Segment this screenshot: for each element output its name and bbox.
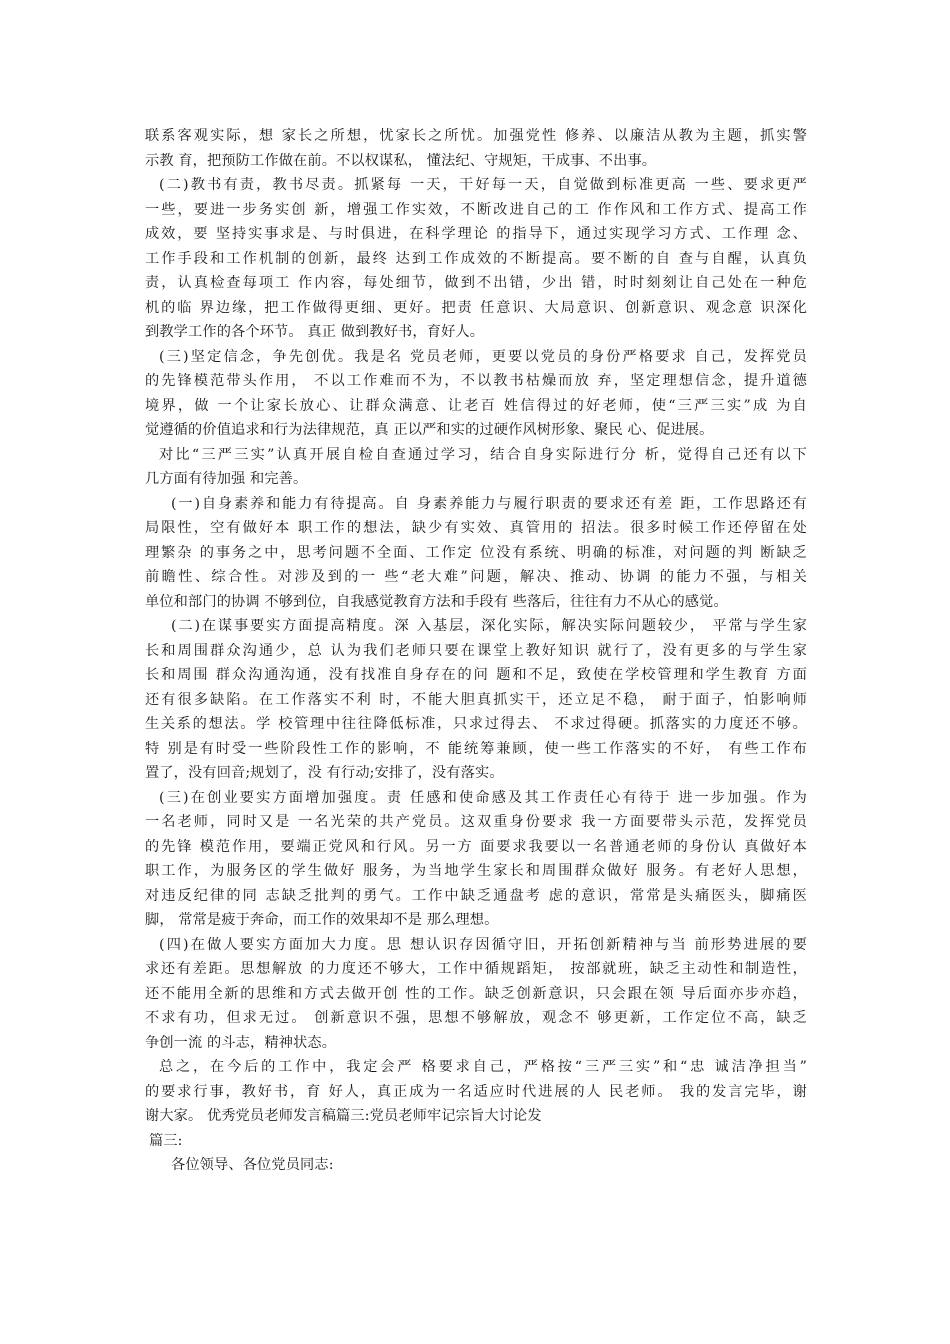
paragraph-continuation xyxy=(145,810,807,933)
paragraph xyxy=(145,124,807,173)
text-line: 一名老师，同时又是 一名光荣的共产党员。这双重身份要求 我一方面要带头示范，发挥党员 xyxy=(145,814,807,830)
text-line: 局限性，空有做好本 职工作的想法，缺少有实效、真管用的 招法。很多时候工作还停留在处 xyxy=(145,520,807,536)
paragraph xyxy=(145,1129,807,1154)
text-line: (二)教书有责，教书尽责。抓紧每 一天，干好每一天，自觉做到标准更高 一些、要求更严 xyxy=(159,177,807,193)
text-line: 境界，做 一个让家长放心、让群众满意、让老百 姓信得过的好老师，使“三严三实”成 为自 xyxy=(145,397,807,414)
text-line: 联系客观实际，想 家长之所想，忧家长之所忧。加强党性 修养、以廉洁从教为主题，抓实警 xyxy=(145,128,807,144)
text-line: (三)在创业要实方面增加强度。责 任感和使命感及其工作责任心有待于 进一步加强。作为 xyxy=(159,789,807,806)
text-line: (二)在谋事要实方面提高精度。深 入基层，深化实际，解决实际问题较少， 平常与学生家 xyxy=(171,618,807,634)
text-line: 理繁杂 的事务之中，思考问题不全面、工作定 位没有系统、明确的标准，对问题的判 断缺乏 xyxy=(145,544,807,561)
paragraph xyxy=(145,173,807,198)
text-line: 觉遵循的价值追求和行为法律规范，真 正以严和实的过硬作风树形象、聚民 心、促进展。 xyxy=(145,422,714,438)
text-line: 责，认真检查每项工 作内容，每处细节，做到不出错，少出 错，时时刻刻让自己处在一种危 xyxy=(145,275,807,291)
paragraph-continuation xyxy=(145,467,807,492)
document-page xyxy=(145,124,807,1178)
text-line: 还有很多缺陷。在工作落实不利 时，不能大胆真抓实干，还立足不稳， 耐于面子，怕影响师 xyxy=(145,691,807,708)
paragraph xyxy=(145,1153,807,1178)
paragraph xyxy=(145,786,807,811)
paragraph xyxy=(145,614,807,639)
salutation: 各位领导、各位党员同志: xyxy=(171,1157,334,1173)
text-line: 一些，要进一步务实创 新，增强工作实效，不断改进自己的工 作作风和工作方式、提高工作 xyxy=(145,201,807,218)
text-line: 生关系的想法。学 校管理中往往降低标准，只求过得去、 不求过得硬。抓落实的力度还不够。 xyxy=(145,716,807,732)
text-line: 的先锋 模范作用，要端正党风和行风。另一方 面要求我要以一名普通老师的身份认 真做好本 xyxy=(145,838,807,855)
text-line: 工作手段和工作机制的创新，最终 达到工作成效的不断提高。要不断的自 查与自醒，认真负 xyxy=(145,250,807,267)
text-line: 置了，没有回音;规划了，没 有行动;安排了，没有落实。 xyxy=(145,765,504,781)
paragraph-continuation xyxy=(145,957,807,1055)
text-line: 不求有功，但求无过。 创新意识不强，思想不够解放，观念不 够更新，工作定位不高，缺乏 xyxy=(145,1010,807,1026)
text-line: 长和周围群众沟通少，总 认为我们老师只要在课堂上教好知识 就行了，没有更多的与学生家 xyxy=(145,642,807,659)
text-line: 脚， 常常是疲于奔命，而工作的效果却不是 那么理想。 xyxy=(145,912,499,928)
text-line: 几方面有待加强 和完善。 xyxy=(145,471,308,487)
text-line: 前瞻性、综合性。对涉及到的一 些“老大难”问题，解决、推动、协调 的能力不强，与相关 xyxy=(145,569,807,585)
paragraph xyxy=(145,933,807,958)
text-line: 成效，要 坚持实事求是、与时俱进，在科学理论 的指导下，通过实现学习方式、工作理 念、 xyxy=(145,226,807,242)
text-line: 特 别是有时受一些阶段性工作的影响，不 能统筹兼顾，使一些工作落实的不好， 有些工作布 xyxy=(145,740,807,757)
text-line: 单位和部门的协调 不够到位，自我感觉教育方法和手段有 些落后，往往有力不从心的感觉。 xyxy=(145,593,728,610)
text-line: (一)自身素养和能力有待提高。自 身素养能力与履行职责的要求还有差 距，工作思路还有 xyxy=(171,495,807,512)
paragraph-continuation xyxy=(145,198,807,345)
text-line: 对违反纪律的同 志缺乏批判的勇气。工作中缺乏通盘考 虑的意识，常常是头痛医头，脚痛医 xyxy=(145,887,807,904)
text-line: 机的临 界边缘，把工作做得更细、更好。把责 任意识、大局意识、创新意识、观念意 识深化 xyxy=(145,299,807,316)
text-line: 总之，在今后的工作中，我定会严 格要求自己，严格按“三严三实”和“忠 诚洁净担当” xyxy=(159,1059,807,1075)
paragraph-continuation xyxy=(145,369,807,443)
text-line: 长和周围 群众沟通沟通，没有找准自身存在的问 题和不足，致使在学校管理和学生教育 方面 xyxy=(145,667,807,683)
paragraph-continuation xyxy=(145,516,807,614)
paragraph-continuation xyxy=(145,1080,807,1129)
text-line: 的先锋模范带头作用， 不以工作难而不为，不以教书枯燥而放 弃，坚定理想信念，提升道德 xyxy=(145,373,807,389)
section-heading: 篇三: xyxy=(149,1132,183,1149)
paragraph xyxy=(145,492,807,517)
paragraph xyxy=(145,345,807,370)
paragraph xyxy=(145,443,807,468)
text-line: 到教学工作的各个环节。 真正 做到教好书，育好人。 xyxy=(145,324,485,340)
text-line: (四)在做人要实方面加大力度。思 想认识存因循守旧，开拓创新精神与当 前形势进展的要 xyxy=(159,936,807,953)
text-line: 还不能用全新的思维和方式去做开创 性的工作。缺乏创新意识，只会跟在领 导后面亦步亦趋， xyxy=(145,985,807,1002)
paragraph xyxy=(145,1055,807,1080)
text-line: 示教 育，把预防工作做在前。不以权谋私， 懂法纪、守规矩，干成事、不出事。 xyxy=(145,152,657,169)
text-line: 对比“三严三实”认真开展自检自查通过学习，结合自身实际进行分 析，觉得自己还有以下 xyxy=(159,446,807,463)
text-line: 谢大家。 优秀党员老师发言稿篇三:党员老师牢记宗旨大讨论发 xyxy=(145,1108,542,1124)
text-line: (三)坚定信念，争先创优。我是名 党员老师，更要以党员的身份严格要求 自己，发挥党员 xyxy=(159,348,807,365)
paragraph-continuation xyxy=(145,639,807,786)
text-line: 争创一流 的斗志，精神状态。 xyxy=(145,1034,337,1051)
text-line: 求还有差距。思想解放 的力度还不够大，工作中循规蹈矩， 按部就班，缺乏主动性和制造性， xyxy=(145,961,807,977)
text-line: 职工作，为服务区的学生做好 服务，为当地学生家长和周围群众做好 服务。有老好人思想， xyxy=(145,863,807,879)
text-line: 的要求行事，教好书，育 好人，真正成为一名适应时代进展的人 民老师。 我的发言完毕，谢 xyxy=(145,1083,807,1100)
